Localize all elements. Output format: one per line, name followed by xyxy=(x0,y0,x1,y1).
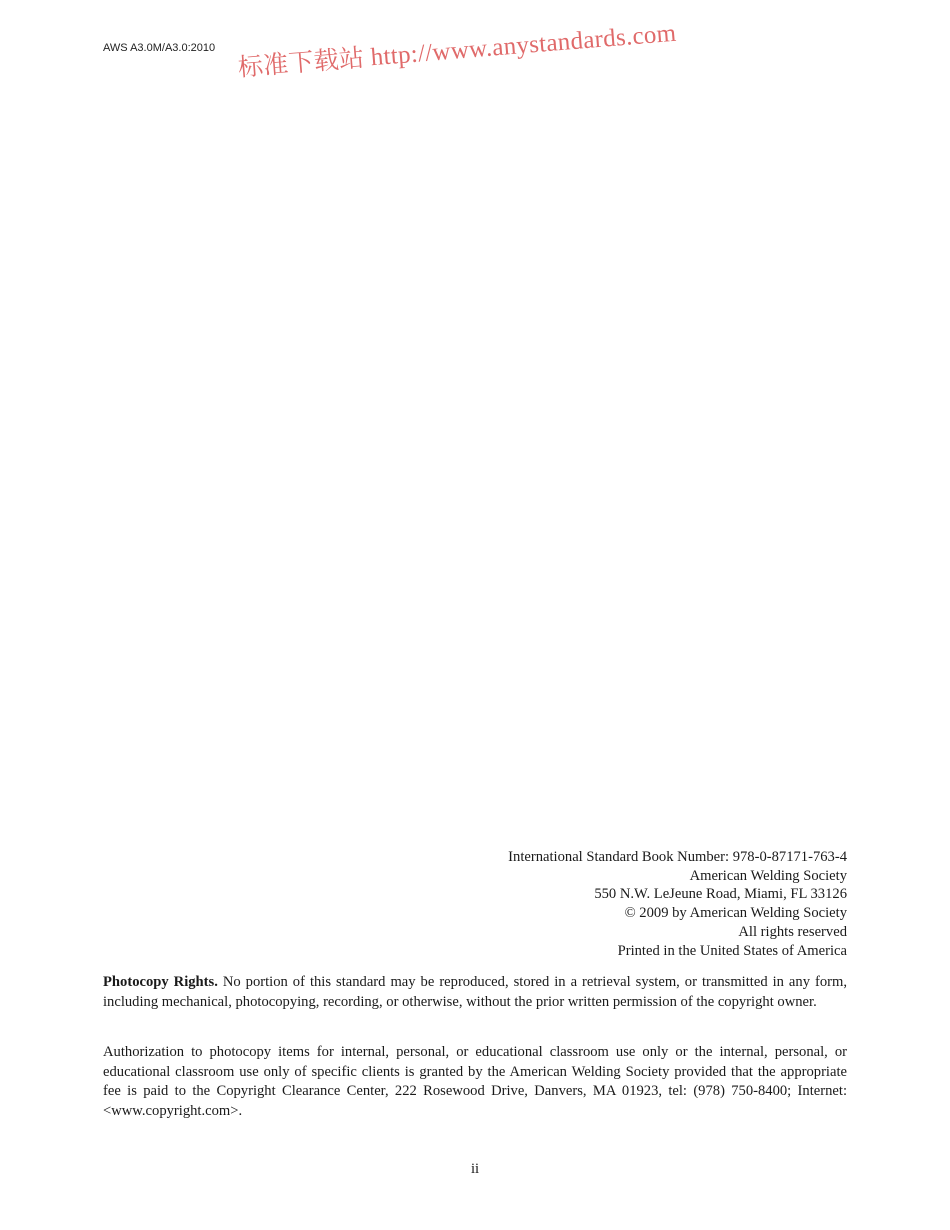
isbn-line: International Standard Book Number: 978-0-87171-763-4 xyxy=(508,849,847,865)
authorization-paragraph: Authorization to photocopy items for internal, personal, or educational classroom use only or the internal, personal, or educational classroom use only of specific clients is granted by the American Welding Society provided that the appropriate fee is paid to the Copyright Clearance Center, 222 Rosewood Drive, Danvers, MA 01923, tel: (978) 750-8400; Internet: <www.copyright.com>. xyxy=(103,1044,847,1119)
watermark-text: 标准下载站 http://www.anystandards.com xyxy=(237,19,678,82)
photocopy-rights-heading: Photocopy Rights. xyxy=(103,974,218,990)
address-line: 550 N.W. LeJeune Road, Miami, FL 33126 xyxy=(594,886,847,903)
rights-line: All rights reserved xyxy=(738,923,847,940)
imprint-block xyxy=(508,848,847,960)
printed-line: Printed in the United States of America xyxy=(617,942,847,959)
page-number: ii xyxy=(470,1161,480,1177)
document-code-header: AWS A3.0M/A3.0:2010 xyxy=(103,42,216,54)
photocopy-rights-body: No portion of this standard may be reproduced, stored in a retrieval system, or transmitted in any form, including mechanical, photocopying, recording, or otherwise, without the prior written permission of the copyright owner. xyxy=(103,974,848,1010)
publisher-line: American Welding Society xyxy=(689,867,847,884)
copyright-line: © 2009 by American Welding Society xyxy=(624,905,847,922)
photocopy-rights-paragraph xyxy=(103,973,847,1012)
